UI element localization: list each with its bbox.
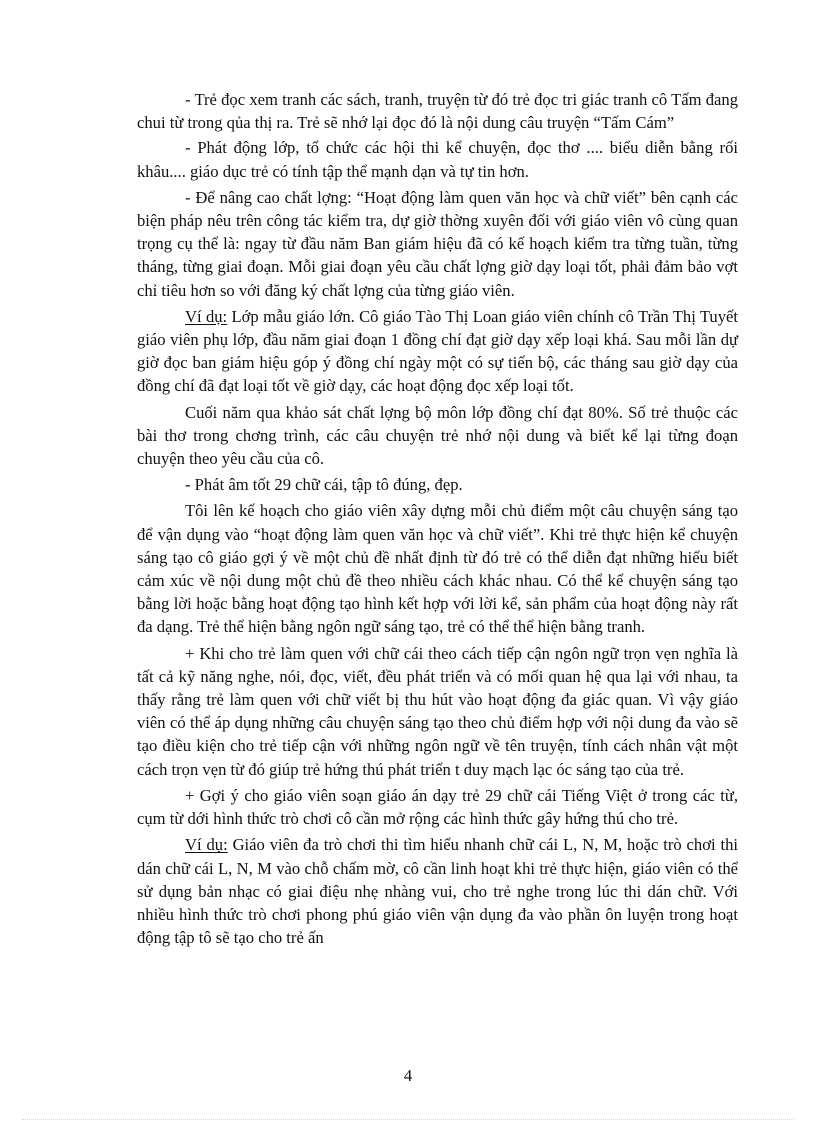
document-body <box>137 88 738 952</box>
paragraph-2-text: - Phát động lớp, tổ chức các hội thi kể chuyện, đọc thơ .... biểu diễn bằng rối khâu.... giáo dục trẻ có tính tập thể mạnh dạn và tự tin hơn. <box>137 138 738 181</box>
paragraph-10 <box>137 833 738 949</box>
paragraph-8 <box>137 642 738 781</box>
page-number: 4 <box>403 1066 413 1085</box>
paragraph-4-text: Lớp mẫu giáo lớn. Cô giáo Tào Thị Loan giáo viên chính cô Trần Thị Tuyết giáo viên phụ lớp, đầu năm giai đoạn 1 đồng chí đạt giờ dạy xếp loại khá. Sau mỗi lần dự giờ đọc ban giám hiệu góp ý đồng chí ngày một có sự tiến bộ, các tháng sau giờ dạy của đồng chí đã đạt loại tốt về giờ dạy, các hoạt động đọc xếp loại tốt. <box>137 306 738 396</box>
example-label-2: Ví dụ: <box>185 835 228 855</box>
paragraph-6 <box>137 473 738 496</box>
paragraph-6-text: - Phát âm tốt 29 chữ cái, tập tô đúng, đẹp. <box>185 475 463 495</box>
paragraph-9 <box>137 784 738 830</box>
example-label: Ví dụ: <box>185 306 228 326</box>
page-bottom-divider <box>22 1119 794 1120</box>
paragraph-5 <box>137 401 738 471</box>
paragraph-7 <box>137 499 738 638</box>
paragraph-4 <box>137 305 738 398</box>
paragraph-2 <box>137 136 738 182</box>
paragraph-9-text: + Gợi ý cho giáo viên soạn giáo án dạy trẻ 29 chữ cái Tiếng Việt ở trong các từ, cụm từ dới hình thức trò chơi cô cần mở rộng các hình thức gây hứng thú cho trẻ. <box>137 785 738 829</box>
paragraph-10-text: Giáo viên đa trò chơi thi tìm hiểu nhanh chữ cái L, N, M, hoặc trò chơi thi dán chữ cái L, N, M vào chỗ chấm mờ, cô cần linh hoạt khi trẻ thực hiện, giáo viên có thể sử dụng bản nhạc có giai điệu nhẹ nhàng vui, cho trẻ nghe trong lúc thi dán chữ. Với nhiều hình thức trò chơi phong phú giáo viên vận dụng đa vào phần ôn luyện trong hoạt động tập tô sẽ tạo cho trẻ ấn <box>137 835 738 948</box>
paragraph-8-text: + Khi cho trẻ làm quen với chữ cái theo cách tiếp cận ngôn ngữ trọn vẹn nghĩa là tất cả kỹ năng nghe, nói, đọc, viết, đều phát triển và có mối quan hệ qua lại với nhau, ta thấy rằng trẻ làm quen với chữ viết bị thu hút vào hoạt động đa giác quan. Vì vậy giáo viên có thể áp dụng những câu chuyện sáng tạo theo chủ điểm hợp với nội dung đa vào sẽ tạo điều kiện cho trẻ tiếp cận với những ngôn ngữ về tên truyện, tính cách nhân vật một cách trọn vẹn từ đó giúp trẻ hứng thú phát triển t duy mạch lạc óc sáng tạo của trẻ. <box>137 643 738 779</box>
paragraph-3-text: - Để nâng cao chất lợng: “Hoạt động làm quen văn học và chữ viết” bên cạnh các biện pháp nêu trên công tác kiểm tra, dự giờ thờng xuyên đối với giáo viên vô cùng quan trọng cụ thể là: ngay từ đầu năm Ban giám hiệu đã có kế hoạch kiểm tra từng tuần, từng tháng, từng giai đoạn. Mỗi giai đoạn yêu cầu chất lợng giờ dạy loại tốt, phải đảm bảo vợt chỉ tiêu hơn so với đăng ký chất lợng của từng giáo viên. <box>137 187 738 300</box>
paragraph-1-text: - Trẻ đọc xem tranh các sách, tranh, truyện từ đó trẻ đọc tri giác tranh cô Tấm đang chui từ trong qủa thị ra. Trẻ sẽ nhớ lại đọc đó là nội dung câu truyện “Tấm Cám” <box>137 90 738 133</box>
paragraph-3 <box>137 186 738 302</box>
paragraph-1 <box>137 88 738 134</box>
paragraph-5-text: Cuối năm qua khảo sát chất lợng bộ môn lớp đồng chí đạt 80%. Số trẻ thuộc các bài thơ trong chơng trình, các câu chuyện trẻ nhớ nội dung và biết kể lại từng đoạn chuyện theo yêu cầu của cô. <box>137 402 738 469</box>
paragraph-7-text: Tôi lên kế hoạch cho giáo viên xây dựng mỗi chủ điểm một câu chuyện sáng tạo để vận dụng vào “hoạt động làm quen văn học và chữ viết”. Khi trẻ thực hiện kể chuyện sáng tạo cô giáo gợi ý về một chủ đề nhất định từ đó trẻ có thể diễn đạt những hiểu biết cảm xúc về nội dung một chủ đề theo nhiều cách khác nhau. Có thể kể chuyện sáng tạo bằng lời hoặc bằng hoạt động tạo hình kết hợp với lời kể, sản phẩm của hoạt động này rất đa dạng. Trẻ thể hiện bằng ngôn ngữ sáng tạo, trẻ có thể thể hiện bằng tranh. <box>137 501 738 637</box>
